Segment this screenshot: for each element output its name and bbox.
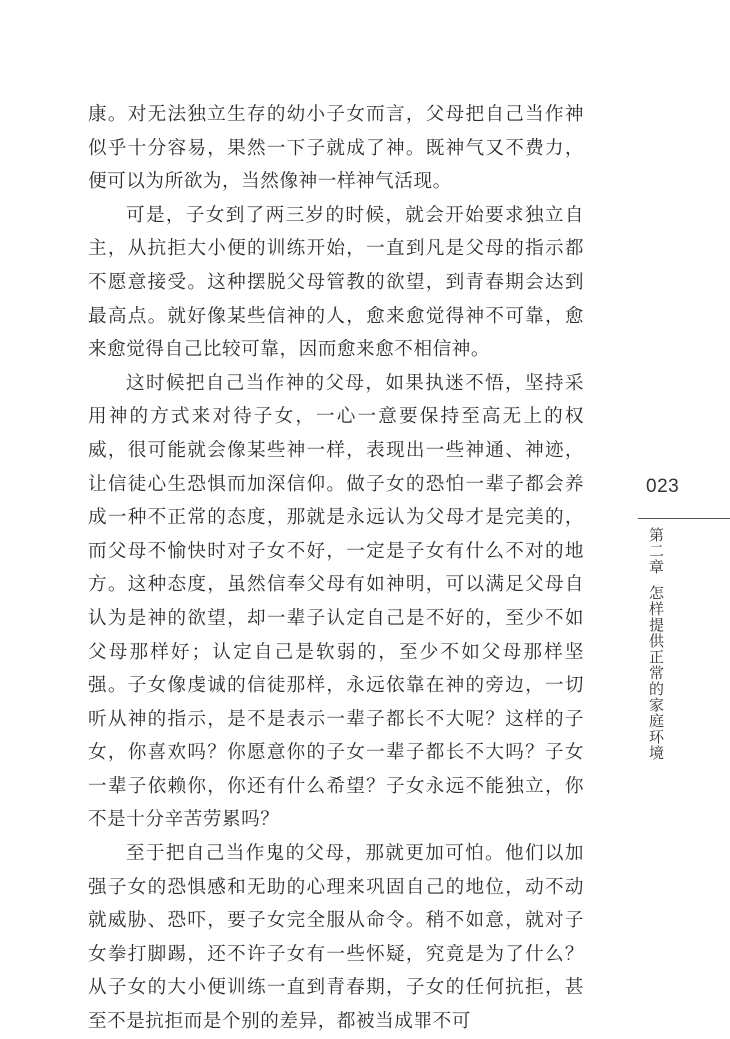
body-text [88,98,584,1039]
page-number: 023 [646,476,680,497]
paragraph: 这时候把自己当作神的父母，如果执迷不悟，坚持采用神的方式来对待子女，一心一意要保持至高无上的权威，很可能就会像某些神一样，表现出一些神通、神迹，让信徒心生恐惧而加深信仰。做子女的恐怕一辈子都会养成一种不正常的态度，那就是永远认为父母才是完美的，而父母不愉快时对子女不好，一定是子女有什么不对的地方。这种态度，虽然信奉父母有如神明，可以满足父母自认为是神的欲望，却一辈子认定自己是不好的，至少不如父母那样好；认定自己是软弱的，至少不如父母那样坚强。子女像虔诚的信徒那样，永远依靠在神的旁边，一切听从神的指示，是不是表示一辈子都长不大呢？这样的子女，你喜欢吗？你愿意你的子女一辈子都长不大吗？子女一辈子依赖你，你还有什么希望？子女永远不能独立，你不是十分辛苦劳累吗？ [88,372,584,831]
paragraph: 康。对无法独立生存的幼小子女而言，父母把自己当作神似乎十分容易，果然一下子就成了神。既神气又不费力，便可以为所欲为，当然像神一样神气活现。 [88,104,584,193]
header-divider [638,518,730,519]
chapter-label: 第二章 [647,527,665,575]
paragraph: 可是，子女到了两三岁的时候，就会开始要求独立自主，从抗拒大小便的训练开始，一直到凡是父母的指示都不愿意接受。这种摆脱父母管教的欲望，到青春期会达到最高点。就好像某些信神的人，愈来愈觉得神不可靠，愈来愈觉得自己比较可靠，因而愈来愈不相信神。 [88,204,584,361]
chapter-title: 怎样提供正常的家庭环境 [647,585,665,761]
paragraph: 至于把自己当作鬼的父母，那就更加可怕。他们以加强子女的恐惧感和无助的心理来巩固自己的地位，动不动就威胁、恐吓，要子女完全服从命令。稍不如意，就对子女拳打脚踢，还不许子女有一些怀疑，究竟是为了什么？从子女的大小便训练一直到青春期，子女的任何抗拒，甚至不是抗拒而是个别的差异，都被当成罪不可 [88,843,584,1033]
chapter-heading [647,527,665,761]
